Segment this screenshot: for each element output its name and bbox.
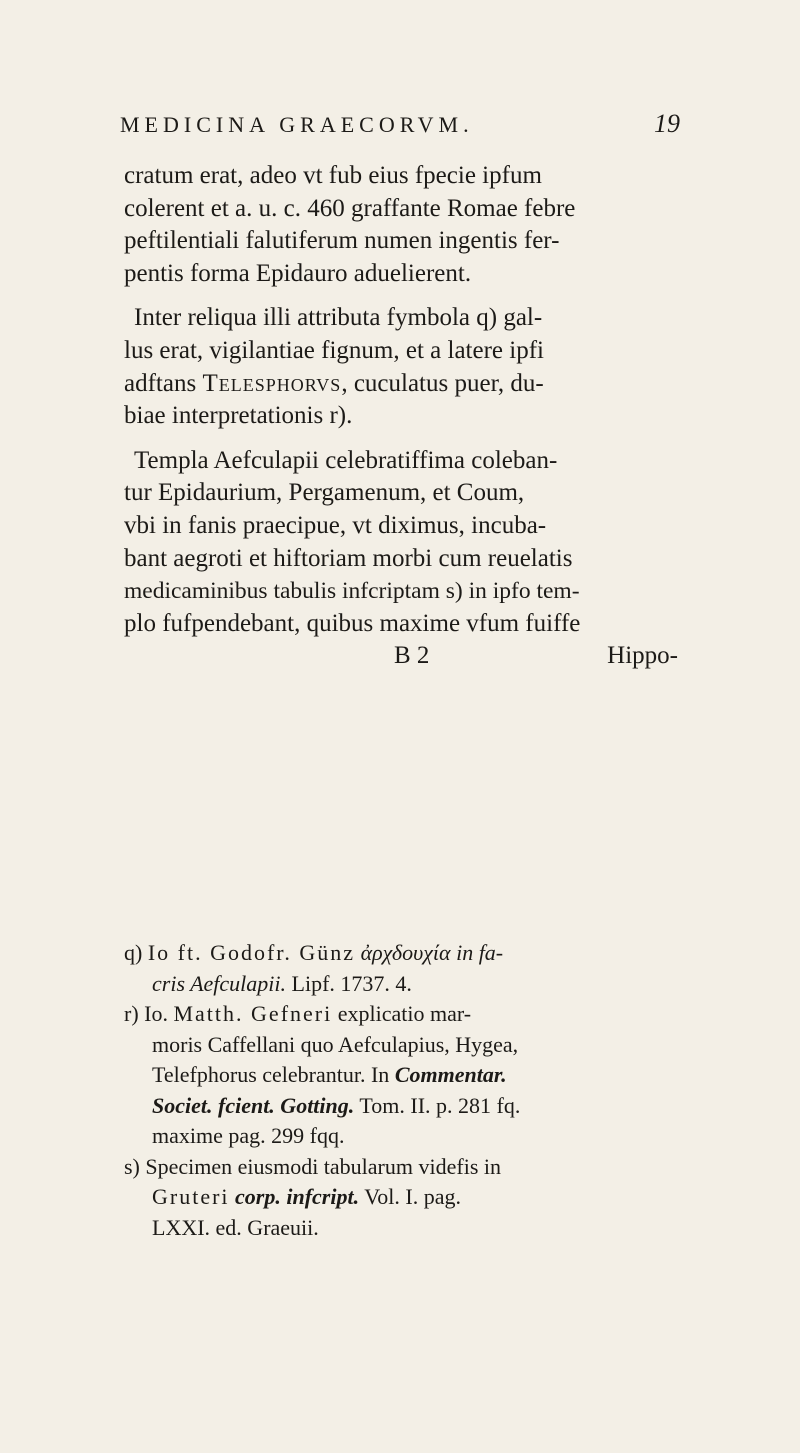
text-line: peftilentiali falutiferum numen ingentis fer- [124, 227, 560, 255]
text-fragment: , cuculatus puer, du- [341, 369, 544, 397]
footnote-text: Tom. II. p. 281 fq. [359, 1092, 521, 1118]
footnote-text: Commentar. [394, 1062, 507, 1087]
text-line: plo fufpendebant, quibus maxime vfum fuiffe [124, 609, 581, 637]
text-line: bant aegroti et hiftoriam morbi cum reuelatis [124, 544, 573, 572]
text-line: vbi in fanis praecipue, vt diximus, incuba- [124, 511, 547, 539]
footnote-text: Telefphorus celebrantur. In [152, 1062, 390, 1087]
footnote-text: Lipf. 1737. 4. [291, 970, 412, 996]
footnote-line [124, 969, 680, 1000]
page-header [120, 109, 680, 148]
signature-line [124, 640, 682, 673]
text-line: pentis forma Epidauro aduelierent. [124, 259, 472, 287]
main-text [124, 160, 682, 673]
footnote-text: Specimen eiusmodi tabularum videfis in [145, 1153, 501, 1179]
footnote-author: Io ft. Godofr. Günz [147, 940, 356, 965]
name-telesphorus: Telesphorvs [202, 369, 342, 397]
footnote-text: explicatio mar- [337, 1001, 472, 1026]
running-title: MEDICINA GRAECORVM. [120, 112, 474, 137]
text-line: cratum erat, adeo vt fub eius fpecie ipfum [124, 162, 542, 189]
footnote-line [124, 1060, 680, 1091]
footnote-text: corp. infcript. [235, 1184, 360, 1209]
text-line: Inter reliqua illi attributa fymbola q) gal- [134, 304, 543, 332]
footnotes [124, 938, 680, 1243]
footnote-text: cris Aefculapii. [152, 970, 287, 996]
footnote-marker: r) [124, 1001, 139, 1026]
footnote-q [124, 938, 680, 969]
footnote-s [124, 1152, 680, 1183]
text-line: lus erat, vigilantiae fignum, et a latere ipfi [124, 336, 544, 364]
footnote-author: Matth. Gefneri [173, 1001, 333, 1026]
footnote-line: moris Caffellani quo Aefculapius, Hygea, [152, 1031, 519, 1057]
footnote-line [124, 1091, 680, 1122]
footnote-text: Societ. fcient. Gotting. [152, 1092, 355, 1118]
footnote-line: maxime pag. 299 fqq. [152, 1123, 345, 1148]
text-line: Templa Aefculapii celebratiffima coleban- [134, 446, 558, 474]
footnote-text: Vol. I. pag. [364, 1184, 461, 1209]
greek-title: ἀρχδουχία [360, 940, 451, 965]
text-line: colerent et a. u. c. 460 graffante Romae febre [124, 194, 576, 222]
signature-mark: B 2 [394, 642, 430, 670]
text-line: tur Epidaurium, Pergamenum, et Coum, [124, 479, 525, 507]
footnote-r [124, 999, 680, 1030]
footnote-line [124, 1182, 680, 1213]
footnote-author: Gruteri [152, 1184, 230, 1209]
catchword: Hippo- [607, 642, 678, 670]
page-number: 19 [654, 109, 680, 138]
text-fragment: adftans [124, 369, 197, 397]
footnote-text: in fa- [456, 940, 504, 965]
footnote-text: Io. [144, 1001, 168, 1026]
text-line: biae interpretationis r). [124, 402, 353, 430]
footnote-line: LXXI. ed. Graeuii. [152, 1214, 319, 1240]
text-line: medicaminibus tabulis infcriptam s) in ipfo tem- [124, 578, 580, 605]
footnote-marker: q) [124, 940, 143, 965]
text-line [124, 368, 682, 401]
footnote-marker: s) [124, 1153, 140, 1179]
